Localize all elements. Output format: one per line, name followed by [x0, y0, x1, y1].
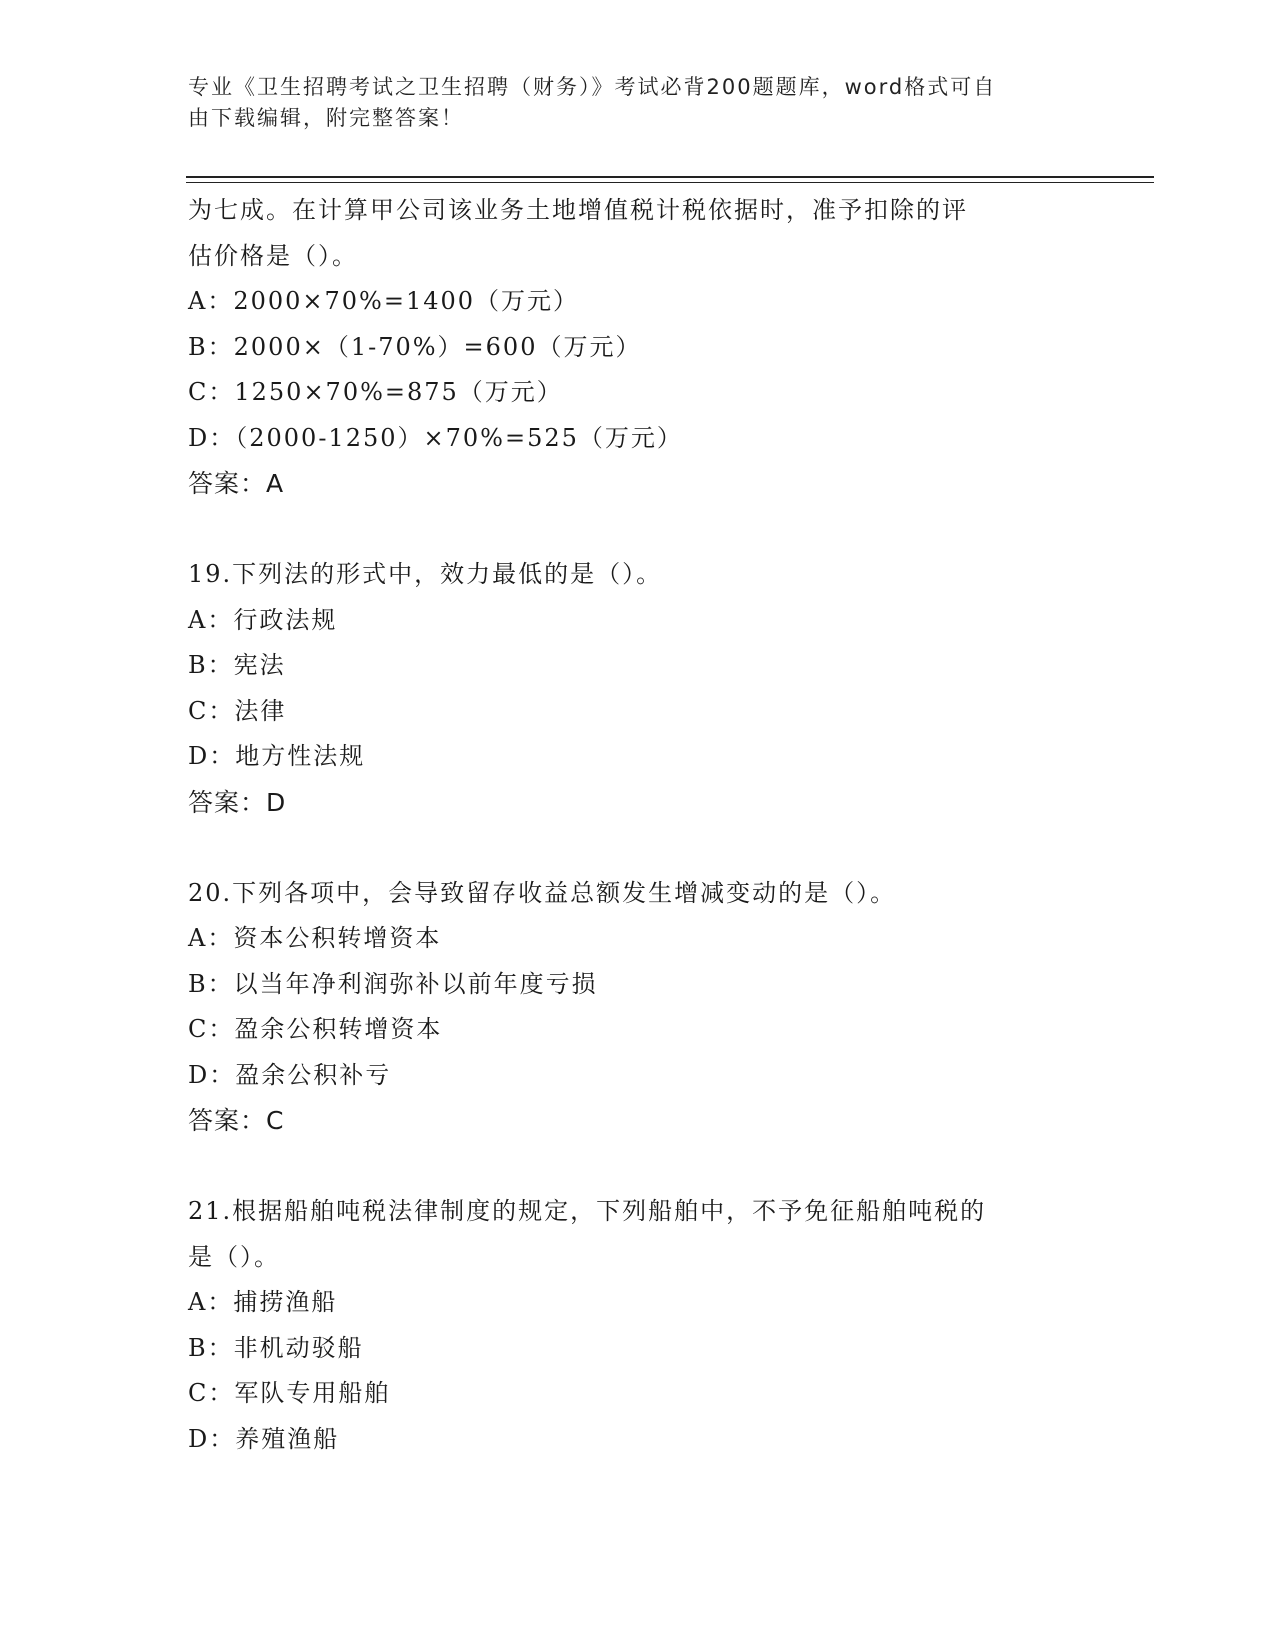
- option-b: B：2000×（1-70%）=600（万元）: [188, 332, 642, 361]
- answer-line: 答案：C: [188, 1106, 285, 1135]
- question-20: [188, 871, 1088, 1144]
- option-a: A：2000×70%=1400（万元）: [188, 287, 580, 315]
- option-d: D：（2000-1250）×70%=525（万元）: [188, 423, 683, 452]
- option-c: C：盈余公积转增资本: [188, 1015, 443, 1043]
- question-text-line: 21.根据船舶吨税法律制度的规定，下列船舶中，不予免征船舶吨税的: [188, 1197, 987, 1225]
- option-b: B：非机动驳船: [188, 1333, 364, 1362]
- question-text-line: 估价格是（）。: [188, 241, 358, 270]
- option-d: D：养殖渔船: [188, 1424, 340, 1453]
- header-divider-thin: [186, 182, 1154, 183]
- spacer: [188, 507, 1088, 553]
- question-text-line: 是（）。: [188, 1242, 280, 1271]
- option-c: C：1250×70%=875（万元）: [188, 378, 563, 406]
- option-b: B：宪法: [188, 651, 286, 679]
- option-c: C：法律: [188, 696, 287, 725]
- option-a: A：行政法规: [188, 605, 338, 634]
- document-header: [188, 72, 1068, 134]
- spacer: [188, 825, 1088, 871]
- question-18-continued: [188, 188, 1088, 507]
- option-a: A：资本公积转增资本: [188, 924, 442, 952]
- option-d: D：盈余公积补亏: [188, 1060, 392, 1089]
- question-text-line: 20.下列各项中，会导致留存收益总额发生增减变动的是（）。: [188, 878, 897, 907]
- header-divider: [186, 176, 1154, 178]
- option-b: B：以当年净利润弥补以前年度亏损: [188, 969, 598, 998]
- question-21: [188, 1189, 1088, 1462]
- answer-line: 答案：D: [188, 787, 287, 817]
- option-c: C：军队专用船舶: [188, 1379, 391, 1407]
- question-19: [188, 552, 1088, 825]
- option-d: D：地方性法规: [188, 742, 366, 770]
- document-body: [188, 188, 1088, 1462]
- question-text-line: 19.下列法的形式中，效力最低的是（）。: [188, 560, 663, 588]
- question-text-line: 为七成。在计算甲公司该业务土地增值税计税依据时，准予扣除的评: [188, 196, 968, 224]
- header-line-2: 由下载编辑，附完整答案！: [188, 106, 464, 130]
- spacer: [188, 1144, 1088, 1190]
- header-line-1: 专业《卫生招聘考试之卫生招聘（财务）》考试必背200题题库，word格式可自: [188, 75, 997, 99]
- option-a: A：捕捞渔船: [188, 1288, 338, 1316]
- answer-line: 答案：A: [188, 469, 285, 498]
